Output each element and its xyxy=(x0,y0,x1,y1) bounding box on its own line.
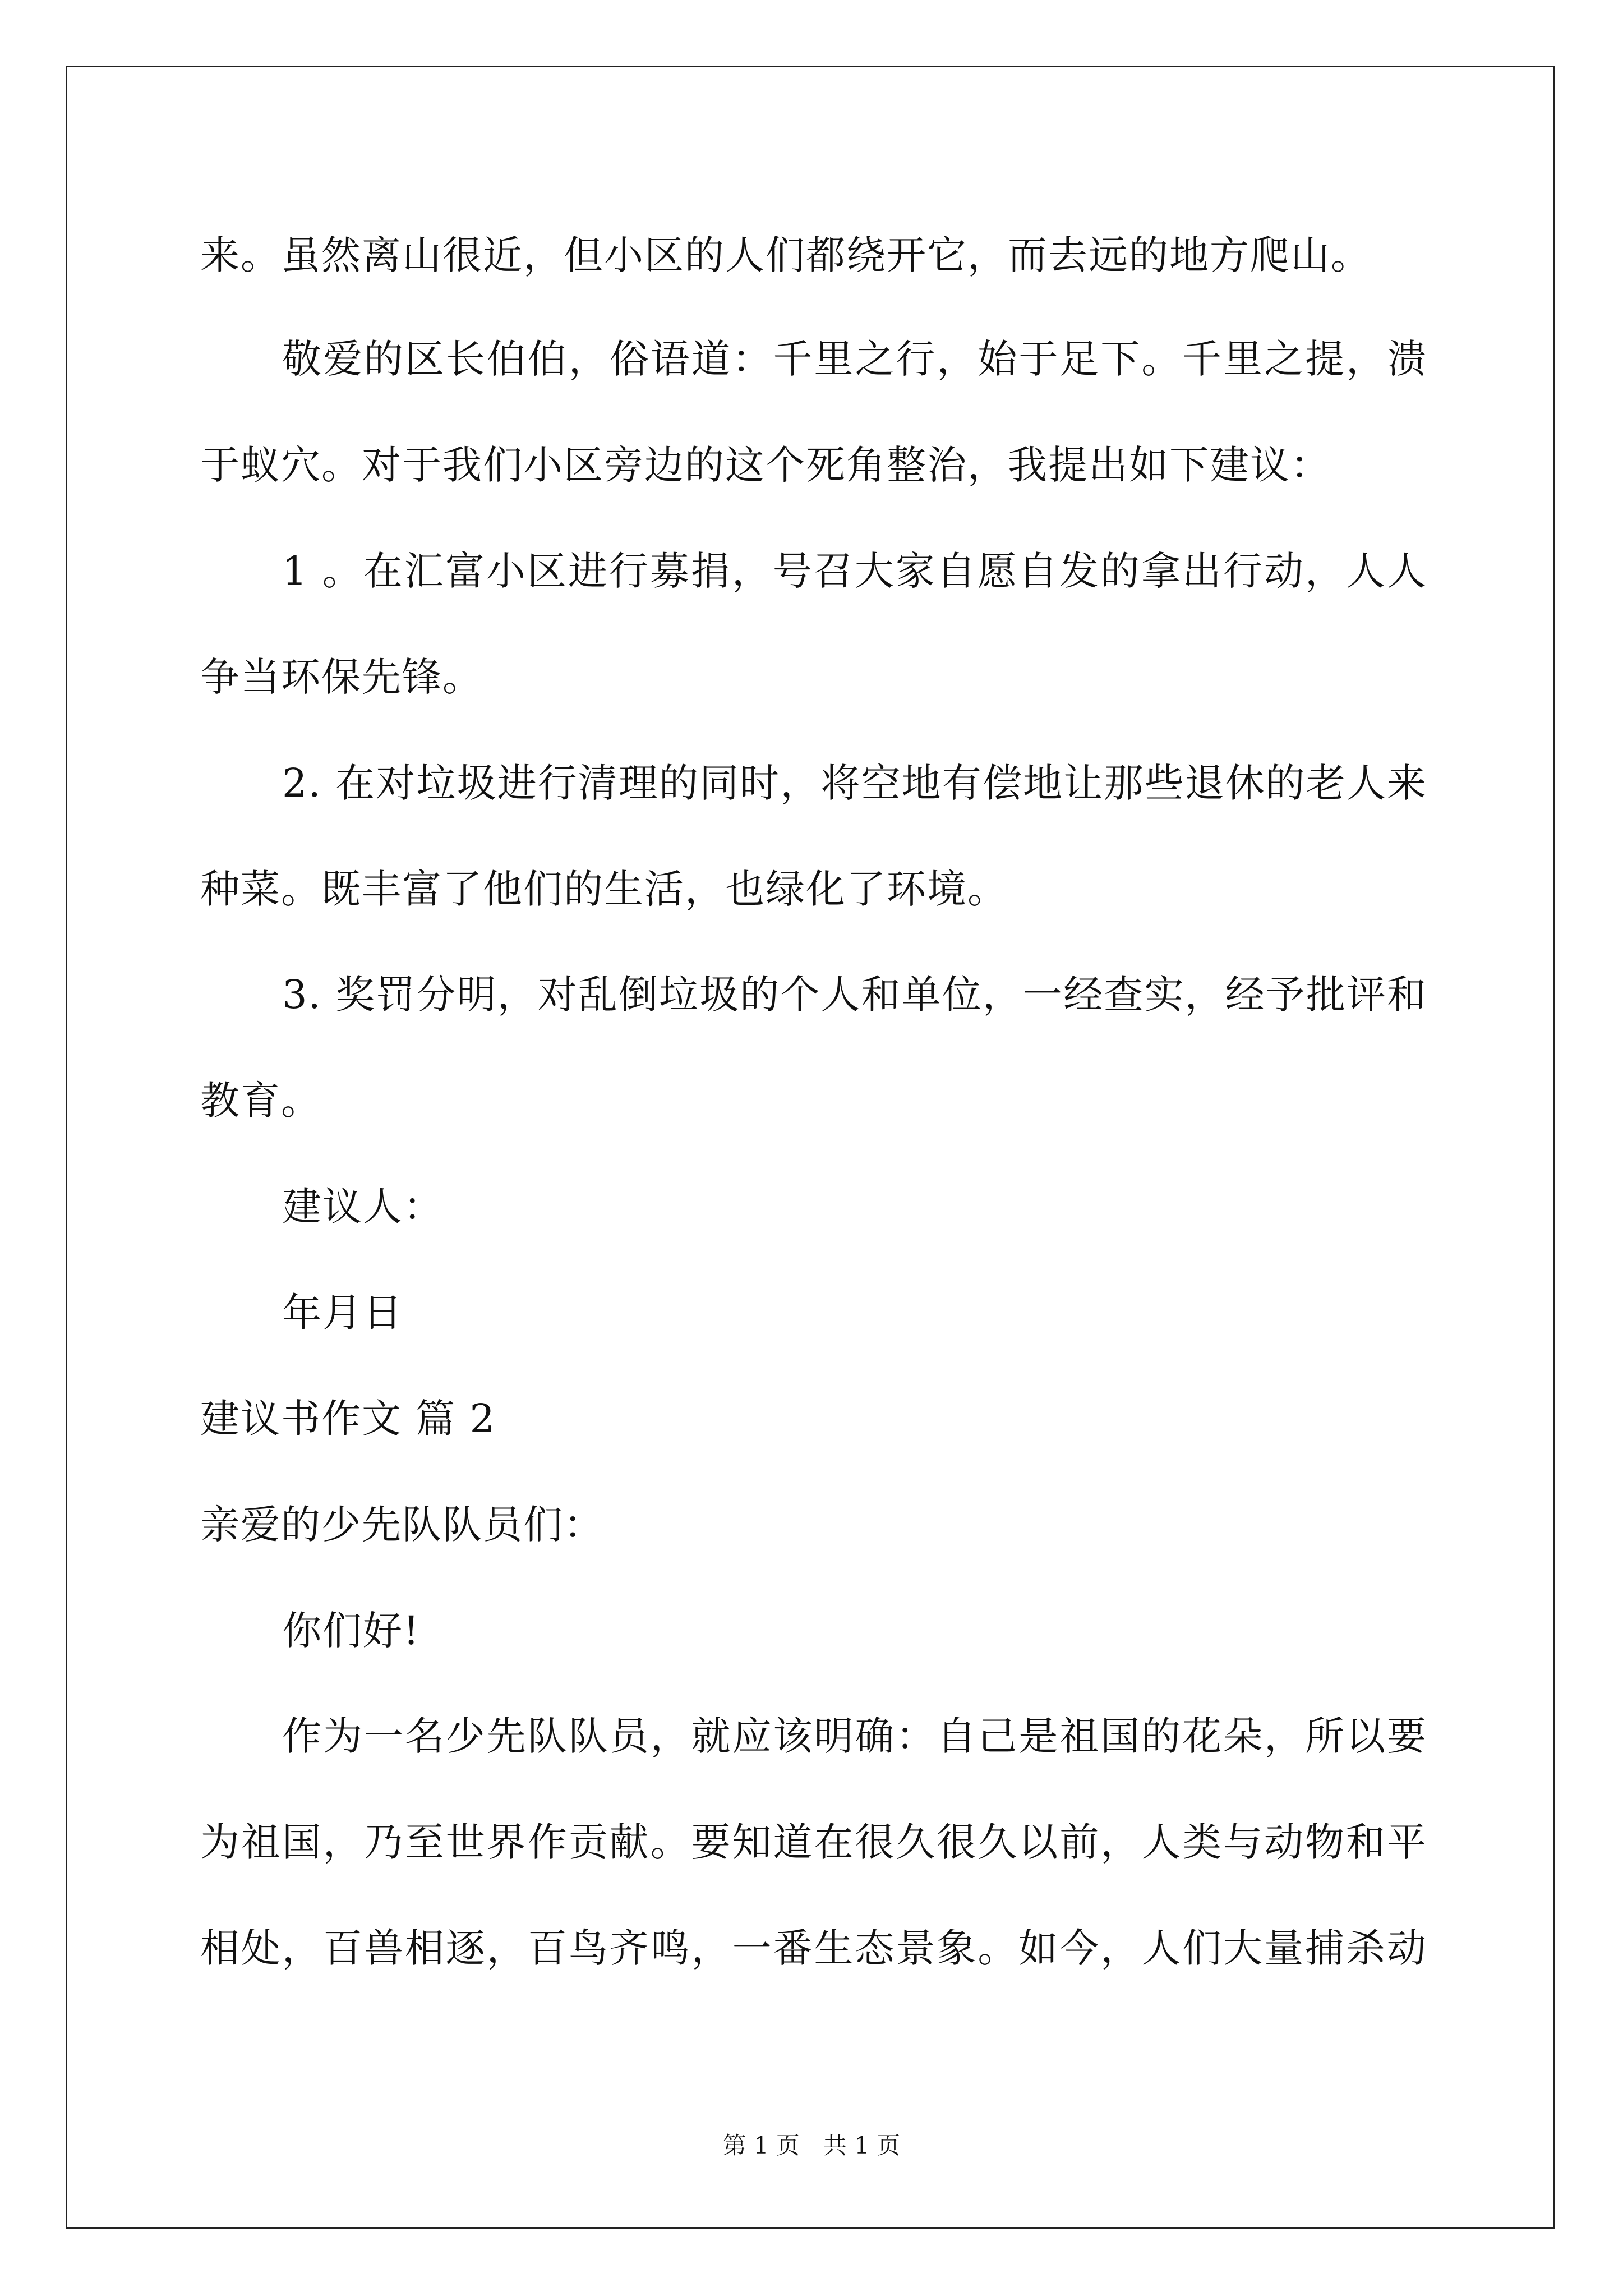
text-line-6: 2. 在对垃圾进行清理的同时，将空地有偿地让那些退休的老人来 xyxy=(282,760,1427,806)
text-line-17: 相处，百兽相逐，百鸟齐鸣，一番生态景象。如今，人们大量捕杀动 xyxy=(200,1925,1427,1971)
text-line-13: 亲爱的少先队队员们： xyxy=(200,1502,604,1548)
text-line-16: 为祖国，乃至世界作贡献。要知道在很久很久以前，人类与动物和平 xyxy=(200,1819,1427,1865)
text-line-5: 争当环保先锋。 xyxy=(200,654,483,700)
text-line-14: 你们好! xyxy=(282,1608,421,1654)
text-line-15: 作为一名少先队队员，就应该明确：自己是祖国的花朵，所以要 xyxy=(282,1713,1427,1759)
text-line-9: 教育。 xyxy=(200,1078,321,1124)
text-line-4: 1 。在汇富小区进行募捐，号召大家自愿自发的拿出行动，人人 xyxy=(282,548,1427,594)
text-line-7: 种菜。既丰富了他们的生活，也绿化了环境。 xyxy=(200,866,1008,912)
text-line-11: 年月日 xyxy=(282,1290,403,1336)
page-footer: 第 1 页 共 1 页 xyxy=(722,2132,901,2159)
page-frame xyxy=(66,66,1555,2229)
text-line-10: 建议人： xyxy=(282,1184,444,1230)
text-line-1: 来。虽然离山很近，但小区的人们都绕开它，而去远的地方爬山。 xyxy=(200,232,1371,278)
text-line-2: 敬爱的区长伯伯，俗语道：千里之行，始于足下。千里之提，溃 xyxy=(282,336,1427,382)
text-line-3: 于蚁穴。对于我们小区旁边的这个死角整治，我提出如下建议： xyxy=(200,442,1331,488)
text-line-8: 3. 奖罚分明，对乱倒垃圾的个人和单位，一经查实，经予批评和 xyxy=(282,972,1427,1018)
section-heading: 建议书作文 篇 2 xyxy=(200,1396,496,1442)
